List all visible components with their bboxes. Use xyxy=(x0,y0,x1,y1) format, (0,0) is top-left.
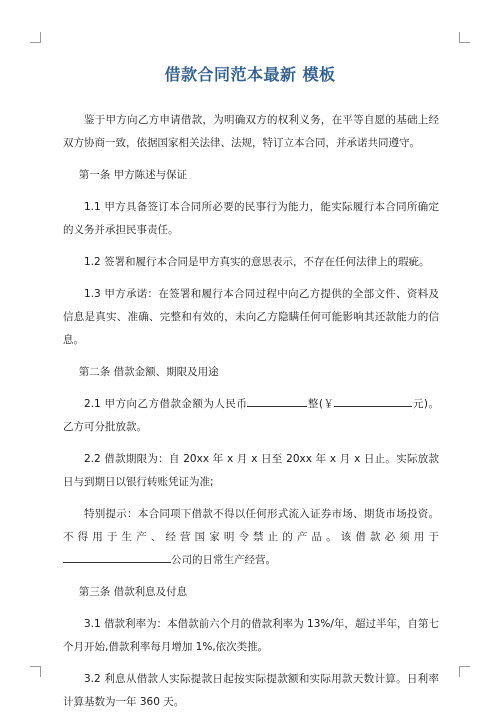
special-notice-text-a: 特别提示：本合同项下借款不得以任何形式流入证券市场、期货市场投资。不得用于生产、经营国家明令禁止的产品。该借款必须用于 xyxy=(63,508,439,543)
special-notice xyxy=(63,503,439,572)
clause-3-1: 3.1 借款利率为：本借款前六个月的借款利率为 13%/年，超过半年，自第七个月开始,借款利率每月增加 1%,依次类推。 xyxy=(63,618,439,653)
document-body xyxy=(63,109,439,723)
amount-number-blank[interactable] xyxy=(334,394,412,407)
article-1-heading: 第一条 甲方陈述与保证 xyxy=(78,169,188,181)
crop-mark-bottom-left xyxy=(30,666,41,677)
clause-1-3: 1.3 甲方承诺：在签署和履行本合同过程中向乙方提供的全部文件、资料及信息是真实、准确、完整和有效的，未向乙方隐瞒任何可能影响其还款能力的信息。 xyxy=(63,288,439,346)
clause-2-1-text-a: 2.1 甲方向乙方借款金额为人民币 xyxy=(84,398,248,410)
clause-2-1 xyxy=(63,393,439,439)
article-2-heading: 第二条 借款金额、期限及用途 xyxy=(78,366,219,378)
crop-mark-top-right xyxy=(459,32,470,43)
intro-paragraph: 鉴于甲方向乙方申请借款，为明确双方的权利义务，在平等自愿的基础上经双方协商一致，依据国家相关法律、法规，特订立本合同，并承诺共同遵守。 xyxy=(63,114,439,149)
document-title: 借款合同范本最新 模板 xyxy=(164,65,336,84)
clause-3-2: 3.2 利息从借款人实际提款日起按实际提款额和实际用款天数计算。日利率计算基数为一年 360 天。 xyxy=(63,673,439,708)
crop-mark-bottom-right xyxy=(459,666,470,677)
company-name-blank[interactable] xyxy=(63,550,171,563)
clause-1-2: 1.2 签署和履行本合同是甲方真实的意思表示，不存在任何法律上的瑕疵。 xyxy=(84,256,430,268)
special-notice-text-b: 公司的日常生产经营。 xyxy=(171,554,276,566)
clause-2-1-text-b: 整(￥ xyxy=(307,398,335,410)
clause-2-1-text-c: 元)。乙方可分批放款。 xyxy=(63,398,439,433)
clause-2-2: 2.2 借款期限为：自 20xx 年 x 月 x 日至 20xx 年 x 月 x 日止。实际放款日与到期日以银行转账凭证为准; xyxy=(63,453,439,488)
amount-words-blank[interactable] xyxy=(247,394,307,407)
clause-1-1: 1.1 甲方具备签订本合同所必要的民事行为能力，能实际履行本合同所确定的义务并承担民事责任。 xyxy=(63,201,439,236)
article-3-heading: 第三条 借款利息及付息 xyxy=(78,586,188,598)
crop-mark-top-left xyxy=(30,32,41,43)
